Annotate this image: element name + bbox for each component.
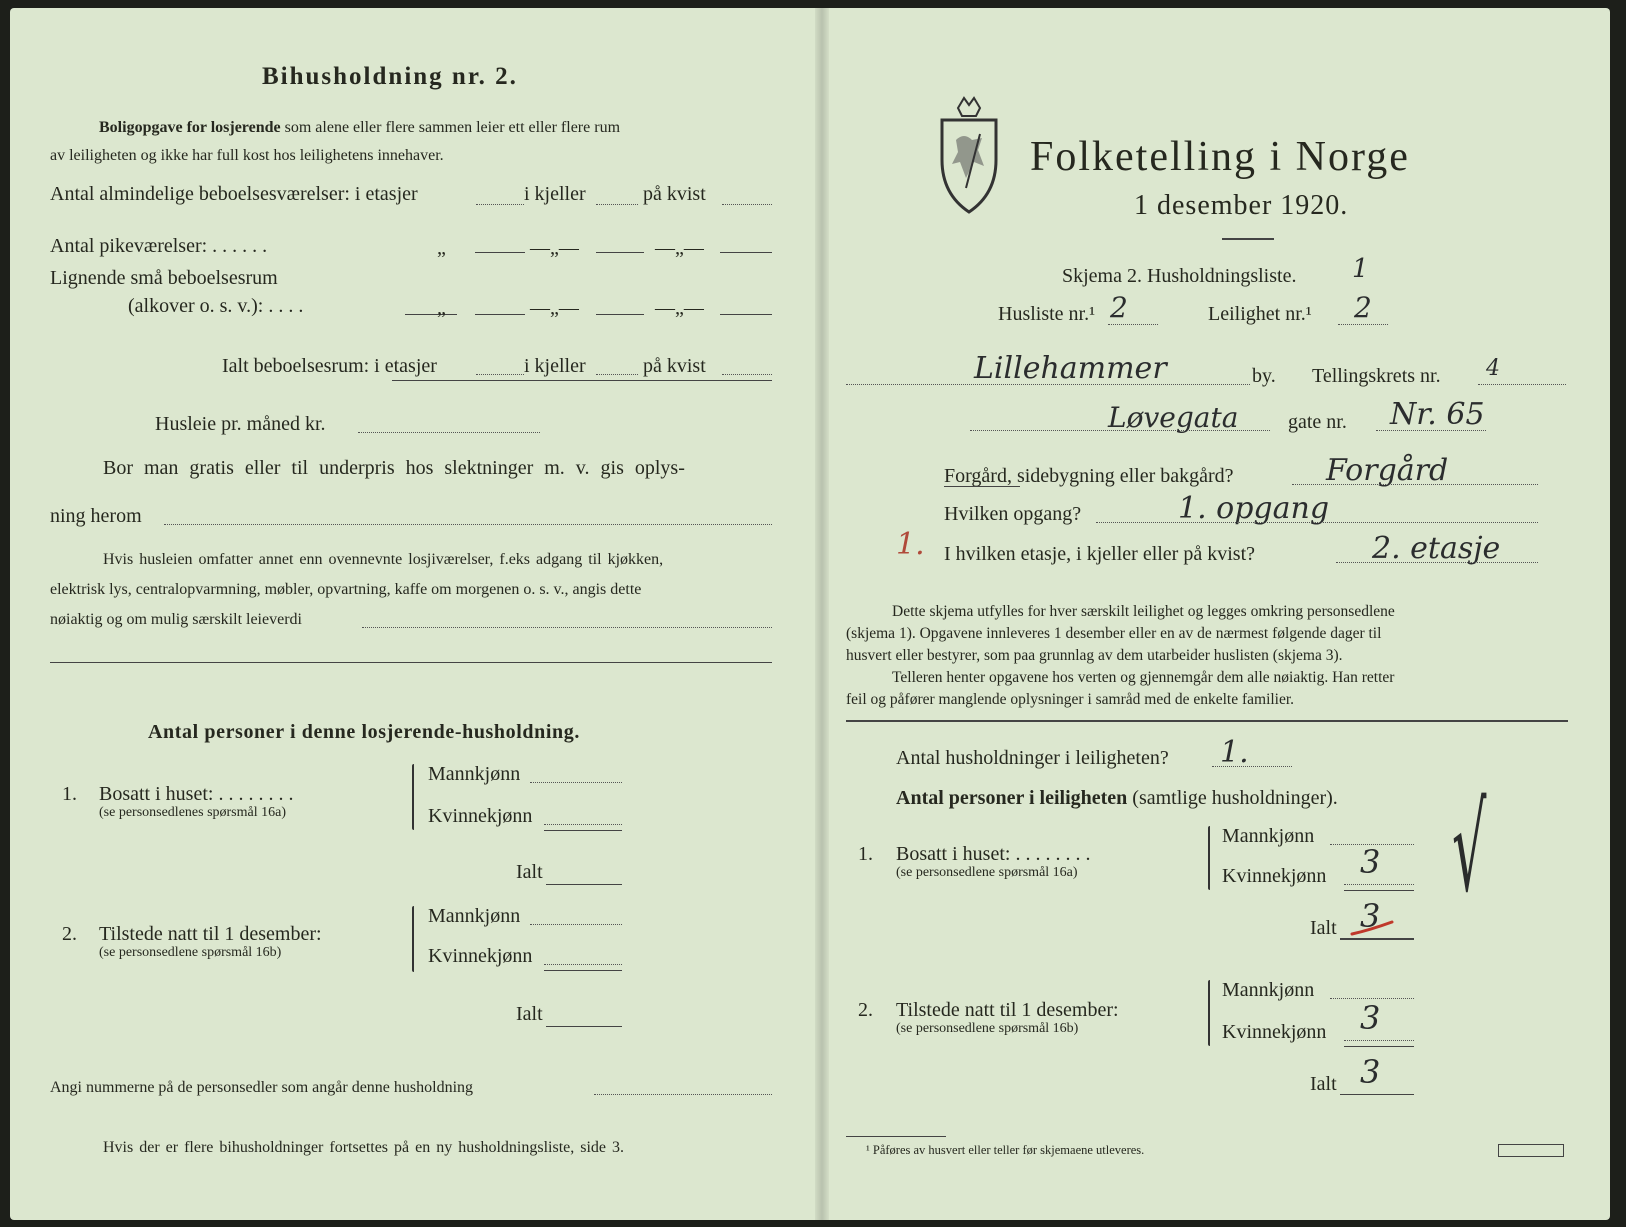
pike-kvist-field[interactable] [720, 252, 772, 253]
left-q2-mann-field[interactable] [530, 924, 622, 925]
right-q1-kvinne-label: Kvinnekjønn [1222, 865, 1327, 887]
etasje-label: I hvilken etasje, i kjeller eller på kvist? [944, 543, 1255, 565]
right-q2-brace [1208, 980, 1210, 1046]
left-q2-mann-label: Mannkjønn [428, 905, 521, 927]
pike-ditto: „ [437, 237, 446, 259]
right-q2-ialt-hw: 3 [1360, 1053, 1381, 1091]
right-q1-sum-line [1344, 890, 1414, 891]
left-q2-num: 2. [62, 923, 77, 945]
right-q1-num: 1. [858, 843, 873, 865]
left-q1-num: 1. [62, 783, 77, 805]
rooms-label: Antal almindelige beboelsesværelser: i etasjer [50, 183, 418, 205]
gate-field[interactable] [1376, 430, 1486, 431]
instr-line-5: feil og påfører manglende oplysninger i samråd med de enkelte familier. [846, 691, 1295, 708]
etasje-field[interactable] [1336, 562, 1538, 563]
pike-dash-2: —„— [655, 237, 704, 259]
right-q2-ialt-label: Ialt [1310, 1073, 1337, 1095]
printer-stamp [1498, 1144, 1564, 1157]
left-q1-mann-field[interactable] [530, 782, 622, 783]
right-q2-sub: (se personsedlene spørsmål 16b) [896, 1021, 1079, 1036]
left-q1-ialt-label: Ialt [516, 861, 543, 883]
coat-of-arms-icon [936, 96, 1002, 216]
check-hw: √ [1452, 780, 1487, 919]
left-persons-heading: Antal personer i denne losjerende-husholdning. [148, 721, 580, 743]
numbers-field[interactable] [594, 1094, 772, 1095]
pike-label: Antal pikeværelser: . . . . . . [50, 235, 268, 257]
left-q2-kvinne-field[interactable] [544, 964, 622, 965]
left-q2-sub: (se personsedlene spørsmål 16b) [99, 945, 282, 960]
right-title: Folketelling i Norge [1030, 134, 1410, 180]
total-kjeller-field[interactable] [596, 374, 638, 375]
intro-line-1 [99, 120, 620, 136]
husliste-label: Husliste nr.¹ [998, 303, 1096, 325]
total-etasjer-field[interactable] [476, 374, 524, 375]
left-q1-kvinne-label: Kvinnekjønn [428, 805, 533, 827]
total-kvist-field[interactable] [722, 374, 772, 375]
left-q1-brace [412, 764, 414, 830]
right-q2-ialt-field[interactable] [1340, 1094, 1414, 1095]
right-q2-sum-line [1344, 1046, 1414, 1047]
forgard-label: Forgård, sidebygning eller bakgård? [944, 465, 1234, 487]
left-q2-ialt-label: Ialt [516, 1003, 543, 1025]
footnote-rule [846, 1136, 946, 1137]
small-rooms-dash-2: —„— [655, 297, 704, 319]
left-title: Bihusholdning nr. 2. [262, 63, 518, 90]
right-q1-sub: (se personsedlene spørsmål 16a) [896, 865, 1078, 880]
households-hw: 1. [1220, 735, 1249, 770]
gate-hw: Nr. 65 [1390, 397, 1485, 432]
rooms-kjeller-field[interactable] [596, 204, 638, 205]
intro-rest: som alene eller flere sammen leier ett eller flere rum [284, 119, 621, 136]
extra-line-1: Hvis husleien omfatter annet enn ovennevnte losjiværelser, f.eks adgang til kjøkken, [103, 551, 664, 568]
instr-line-3: husvert eller bestyrer, som paa grunnlag av dem utarbeider huslisten (skjema 3). [846, 647, 1343, 664]
husliste-field[interactable] [1108, 324, 1158, 325]
total-rooms-label: Ialt beboelsesrum: i etasjer [222, 355, 437, 377]
left-q1-kvinne-field[interactable] [544, 824, 622, 825]
gate-label: gate nr. [1288, 411, 1347, 433]
left-q2-brace [412, 906, 414, 972]
small-rooms-ditto: „ [437, 297, 446, 319]
total-kvist-label: på kvist [643, 355, 706, 377]
opgang-hw: 1. opgang [1178, 491, 1330, 526]
husliste-hw: 2 [1110, 291, 1128, 324]
numbers-label [50, 1080, 473, 1096]
page-fold [815, 8, 829, 1220]
right-persons-heading [896, 788, 1338, 808]
left-q2-ialt-field[interactable] [546, 1026, 622, 1027]
by-label: by. [1252, 365, 1276, 387]
krets-label: Tellingskrets nr. [1312, 365, 1441, 387]
right-q1-ialt-label: Ialt [1310, 917, 1337, 939]
small-rooms-pre-field [405, 314, 457, 315]
small-rooms-etasjer-field[interactable] [475, 314, 525, 315]
free-field[interactable] [164, 524, 772, 525]
leilighet-label: Leilighet nr.¹ [1208, 303, 1312, 325]
free-line-1: Bor man gratis eller til underpris hos slektninger m. v. gis oplys- [103, 457, 685, 479]
right-q2-kvinne-label: Kvinnekjønn [1222, 1021, 1327, 1043]
instr-line-4: Telleren henter opgavene hos verten og gjennemgår dem alle nøiaktig. Han retter [892, 669, 1395, 686]
opgang-field[interactable] [1096, 522, 1538, 523]
pike-dash-1: —„— [530, 237, 579, 259]
intro-line-2: av leiligheten og ikke har full kost hos leilighetens innehaver. [50, 147, 444, 164]
street-hw: Løvegata [1108, 401, 1239, 434]
left-footer: Hvis der er flere bihusholdninger fortsettes på en ny husholdningsliste, side 3. [103, 1139, 625, 1156]
title-rule [1222, 238, 1274, 240]
schema-hw: 1 [1352, 254, 1369, 284]
right-persons-heading-bold: Antal personer i leiligheten [896, 787, 1128, 809]
left-q1-sub: (se personsedlenes spørsmål 16a) [99, 805, 287, 820]
right-q2-num: 2. [858, 999, 873, 1021]
street-field[interactable] [970, 430, 1270, 431]
free-line-2: ning herom [50, 505, 142, 527]
margin-hw: 1. [896, 527, 925, 562]
right-q1-mann-label: Mannkjønn [1222, 825, 1315, 847]
opgang-label: Hvilken opgang? [944, 503, 1082, 525]
households-label: Antal husholdninger i leiligheten? [896, 747, 1169, 769]
right-q1-kvinne-hw: 3 [1360, 843, 1381, 881]
small-rooms-label-1: Lignende små beboelsesrum [50, 267, 278, 289]
left-q1-sum-line [544, 830, 622, 831]
forgard-underline [944, 486, 1020, 487]
rooms-kvist-label: på kvist [643, 183, 706, 205]
forgard-field[interactable] [1292, 484, 1538, 485]
footnote: ¹ Påføres av husvert eller teller før skjemaene utleveres. [866, 1143, 1145, 1157]
rooms-kvist-field[interactable] [722, 204, 772, 205]
left-q2-sum-line [544, 970, 622, 971]
right-date: 1 desember 1920. [1134, 190, 1349, 221]
extra-field[interactable] [362, 627, 772, 628]
rooms-etasjer-field[interactable] [476, 204, 524, 205]
rent-field[interactable] [358, 432, 540, 433]
extra-line-2: elektrisk lys, centralopvarmning, møbler, opvartning, kaffe om morgenen o. s. v., angis dette [50, 581, 642, 598]
left-q2-kvinne-label: Kvinnekjønn [428, 945, 533, 967]
pike-etasjer-field[interactable] [475, 252, 525, 253]
small-rooms-kjeller-field[interactable] [596, 314, 644, 315]
right-q2-label: Tilstede natt til 1 desember: [896, 999, 1119, 1021]
forgard-hw: Forgård [1326, 453, 1449, 488]
rent-label: Husleie pr. måned kr. [155, 413, 326, 435]
rooms-kjeller-label: i kjeller [524, 183, 586, 205]
right-q2-kvinne-field[interactable] [1344, 1040, 1414, 1041]
krets-hw: 4 [1486, 356, 1500, 381]
numbers-label-text: Angi nummerne på de personsedler som angår denne husholdning [50, 1079, 474, 1096]
pike-kjeller-field[interactable] [596, 252, 644, 253]
intro-bold: Boligopgave for losjerende [99, 119, 281, 136]
town-hw: Lillehammer [974, 351, 1167, 386]
right-q2-kvinne-hw: 3 [1360, 999, 1381, 1037]
left-q1-ialt-field[interactable] [546, 884, 622, 885]
schema-label: Skjema 2. Husholdningsliste. [1062, 265, 1297, 287]
instructions-rule [846, 720, 1568, 722]
instr-line-1: Dette skjema utfylles for hver særskilt leilighet og legges omkring personsedlene [892, 603, 1395, 620]
left-q2-label: Tilstede natt til 1 desember: [99, 923, 322, 945]
krets-field[interactable] [1478, 384, 1566, 385]
leilighet-hw: 2 [1354, 291, 1372, 324]
town-field[interactable] [846, 384, 1250, 385]
left-q1-label: Bosatt i huset: . . . . . . . . [99, 783, 294, 805]
households-field[interactable] [1212, 766, 1292, 767]
right-q1-kvinne-field[interactable] [1344, 884, 1414, 885]
leilighet-field[interactable] [1338, 324, 1388, 325]
right-persons-heading-rest: (samtlige husholdninger). [1132, 787, 1338, 809]
etasje-hw: 2. etasje [1372, 531, 1501, 566]
small-rooms-label-2: (alkover o. s. v.): . . . . [128, 295, 304, 317]
total-kjeller-label: i kjeller [524, 355, 586, 377]
right-q2-mann-label: Mannkjønn [1222, 979, 1315, 1001]
instr-line-2: (skjema 1). Opgavene innleveres 1 desember eller en av de nærmest følgende dager til [846, 625, 1382, 642]
small-rooms-dash-1: —„— [530, 297, 579, 319]
red-check-mark [1350, 920, 1396, 938]
right-q1-ialt-hw: 3 [1360, 897, 1381, 935]
extra-field-line-2[interactable] [50, 662, 772, 663]
small-rooms-kvist-field[interactable] [720, 314, 772, 315]
total-underline [392, 380, 772, 381]
extra-line-3: nøiaktig og om mulig særskilt leieverdi [50, 611, 302, 628]
left-q1-mann-label: Mannkjønn [428, 763, 521, 785]
right-q1-brace [1208, 826, 1210, 890]
right-q1-label: Bosatt i huset: . . . . . . . . [896, 843, 1091, 865]
right-q1-ialt-field[interactable] [1340, 938, 1414, 940]
